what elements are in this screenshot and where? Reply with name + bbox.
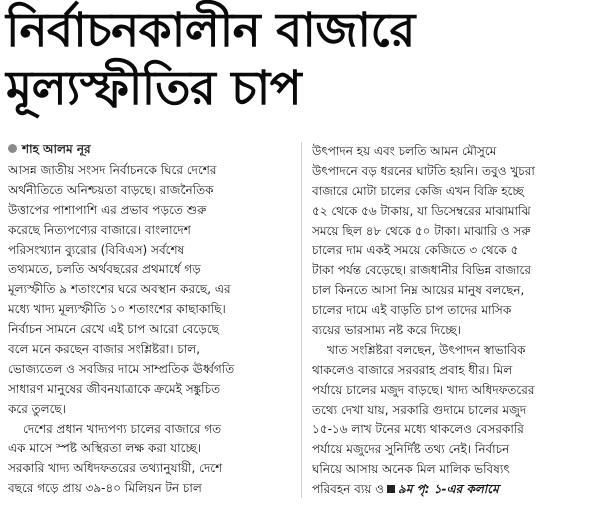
headline-line-2: মূল্যস্ফীতির চাপ: [6, 61, 302, 116]
body-line: চালের দামে এই বাড়তি চাপ তাদের মাসিক: [312, 303, 512, 318]
body-line: ৫২ থেকে ৫৬ টাকায়, যা ডিসেম্বরের মাঝামাঝি: [312, 203, 531, 218]
body-line: উত্তাপের পাশাপাশি এর প্রভাব পড়তে শুরু: [8, 202, 207, 217]
article-column-left: [8, 161, 295, 499]
body-line: আসন্ন জাতীয় সংসদ নির্বাচনকে ঘিরে দেশের: [8, 163, 217, 177]
body-line: উৎপাদনে বড় ধরনের ঘাটতি হয়নি। তবুও খুচরা: [312, 163, 535, 178]
square-bullet-icon: [387, 485, 395, 493]
body-line: চালের দাম একই সময়ে কেজিতে ৩ থেকে ৫: [312, 243, 519, 258]
body-line: ঘনিয়ে আসায় অনেক মিল মালিক ভবিষ্যৎ: [312, 462, 510, 477]
body-line: তথ্যমতে, চলতি অর্থবছরের প্রথমার্ধে গড়: [8, 262, 201, 277]
body-line: পর্যায়ে মজুদের সুনির্দিষ্ট তথ্য নেই। নির্বাচন: [312, 442, 510, 457]
body-line: নির্বাচন সামনে রেখে এই চাপ আরো বেড়েছে: [8, 322, 219, 337]
bullet-icon: [8, 144, 17, 153]
body-line: মূল্যস্ফীতি ৯ শতাংশের ঘরে অবস্থান করছে, এর: [8, 282, 231, 297]
body-line: উৎপাদন হয় এবং চলতি আমন মৌসুমে: [312, 144, 497, 158]
body-line: খাত সংশ্লিষ্টরা বলছেন, উৎপাদন স্বাভাবিক: [327, 342, 526, 357]
body-line-last: [312, 480, 602, 500]
body-line: তথ্যে দেখা যায়, সরকারি গুদামে চালের মজুদ: [312, 402, 527, 417]
body-line: চাল কিনতে আসা নিম্ন আয়ের মানুষ বলছেন,: [312, 283, 525, 298]
headline-line-1: নির্বাচনকালীন বাজারে: [6, 3, 415, 58]
body-line: সময়ে ছিল ৪৮ থেকে ৫০ টাকা। মাঝারি ও সরু: [312, 223, 531, 238]
body-line: সাধারণ মানুষের জীবনযাত্রাকে ক্রমেই সঙ্কুচিত: [8, 381, 221, 396]
continuation-link[interactable]: ৯ম পৃ: ১-এর কলামে: [398, 482, 499, 497]
body-line: বছরে গড়ে প্রায় ৩৯-৪০ মিলিয়ন টন চাল: [8, 481, 202, 496]
body-line: এক মাসে স্পষ্ট অস্থিরতা লক্ষ করা যাচ্ছে।: [8, 441, 202, 456]
byline: [8, 140, 288, 158]
body-line: ভোজ্যতেল ও সবজির দামে সাম্প্রতিক ঊর্ধ্বগতি: [8, 361, 235, 376]
body-line: ১৫-১৬ লাখ টনের মধ্যে থাকলেও বেসরকারি: [312, 422, 524, 437]
body-line: সরকারি খাদ্য অধিদফতরের তথ্যানুযায়ী, দেশে: [8, 461, 223, 476]
body-line: থাকলেও বাজারে সরবরাহ প্রবাহ ধীর। মিল: [312, 362, 513, 377]
headline: [6, 2, 566, 118]
body-line: অর্থনীতিতে অনিশ্চয়তা বাড়ছে। রাজনৈতিক: [8, 182, 214, 197]
body-line: দেশের প্রধান খাদ্যপণ্য চালের বাজারে গত: [23, 421, 222, 436]
body-line: পর্যায়ে চালের মজুদ বাড়ছে। খাদ্য অধিদফতরের: [312, 382, 535, 397]
body-line: করে তুলছে।: [8, 401, 66, 416]
body-line: বাজারে মোটা চালের কেজি এখন বিক্রি হচ্ছে: [312, 183, 524, 198]
body-line: করেছে নিত্যপণ্যের বাজারে। বাংলাদেশ: [8, 222, 191, 237]
article-column-right: [312, 142, 602, 500]
body-line: বলে মনে করছেন বাজার সংশ্লিষ্টরা। চাল,: [8, 342, 201, 357]
author-name: শাহ আলম নূর: [22, 142, 91, 156]
body-line: ব্যয়ের ভারসাম্য নষ্ট করে দিচ্ছে।: [312, 323, 461, 338]
column-divider: [301, 142, 302, 498]
body-line-text: পরিবহন ব্যয় ও: [312, 482, 385, 497]
body-line: পরিসংখ্যান ব্যুরোর (বিবিএস) সর্বশেষ: [8, 242, 185, 257]
body-line: টাকা পর্যন্ত বেড়েছে। রাজধানীর বিভিন্ন বাজারে: [312, 263, 531, 278]
body-line: মধ্যে খাদ্য মূল্যস্ফীতি ১০ শতাংশের কাছাকাছি।: [8, 302, 226, 317]
